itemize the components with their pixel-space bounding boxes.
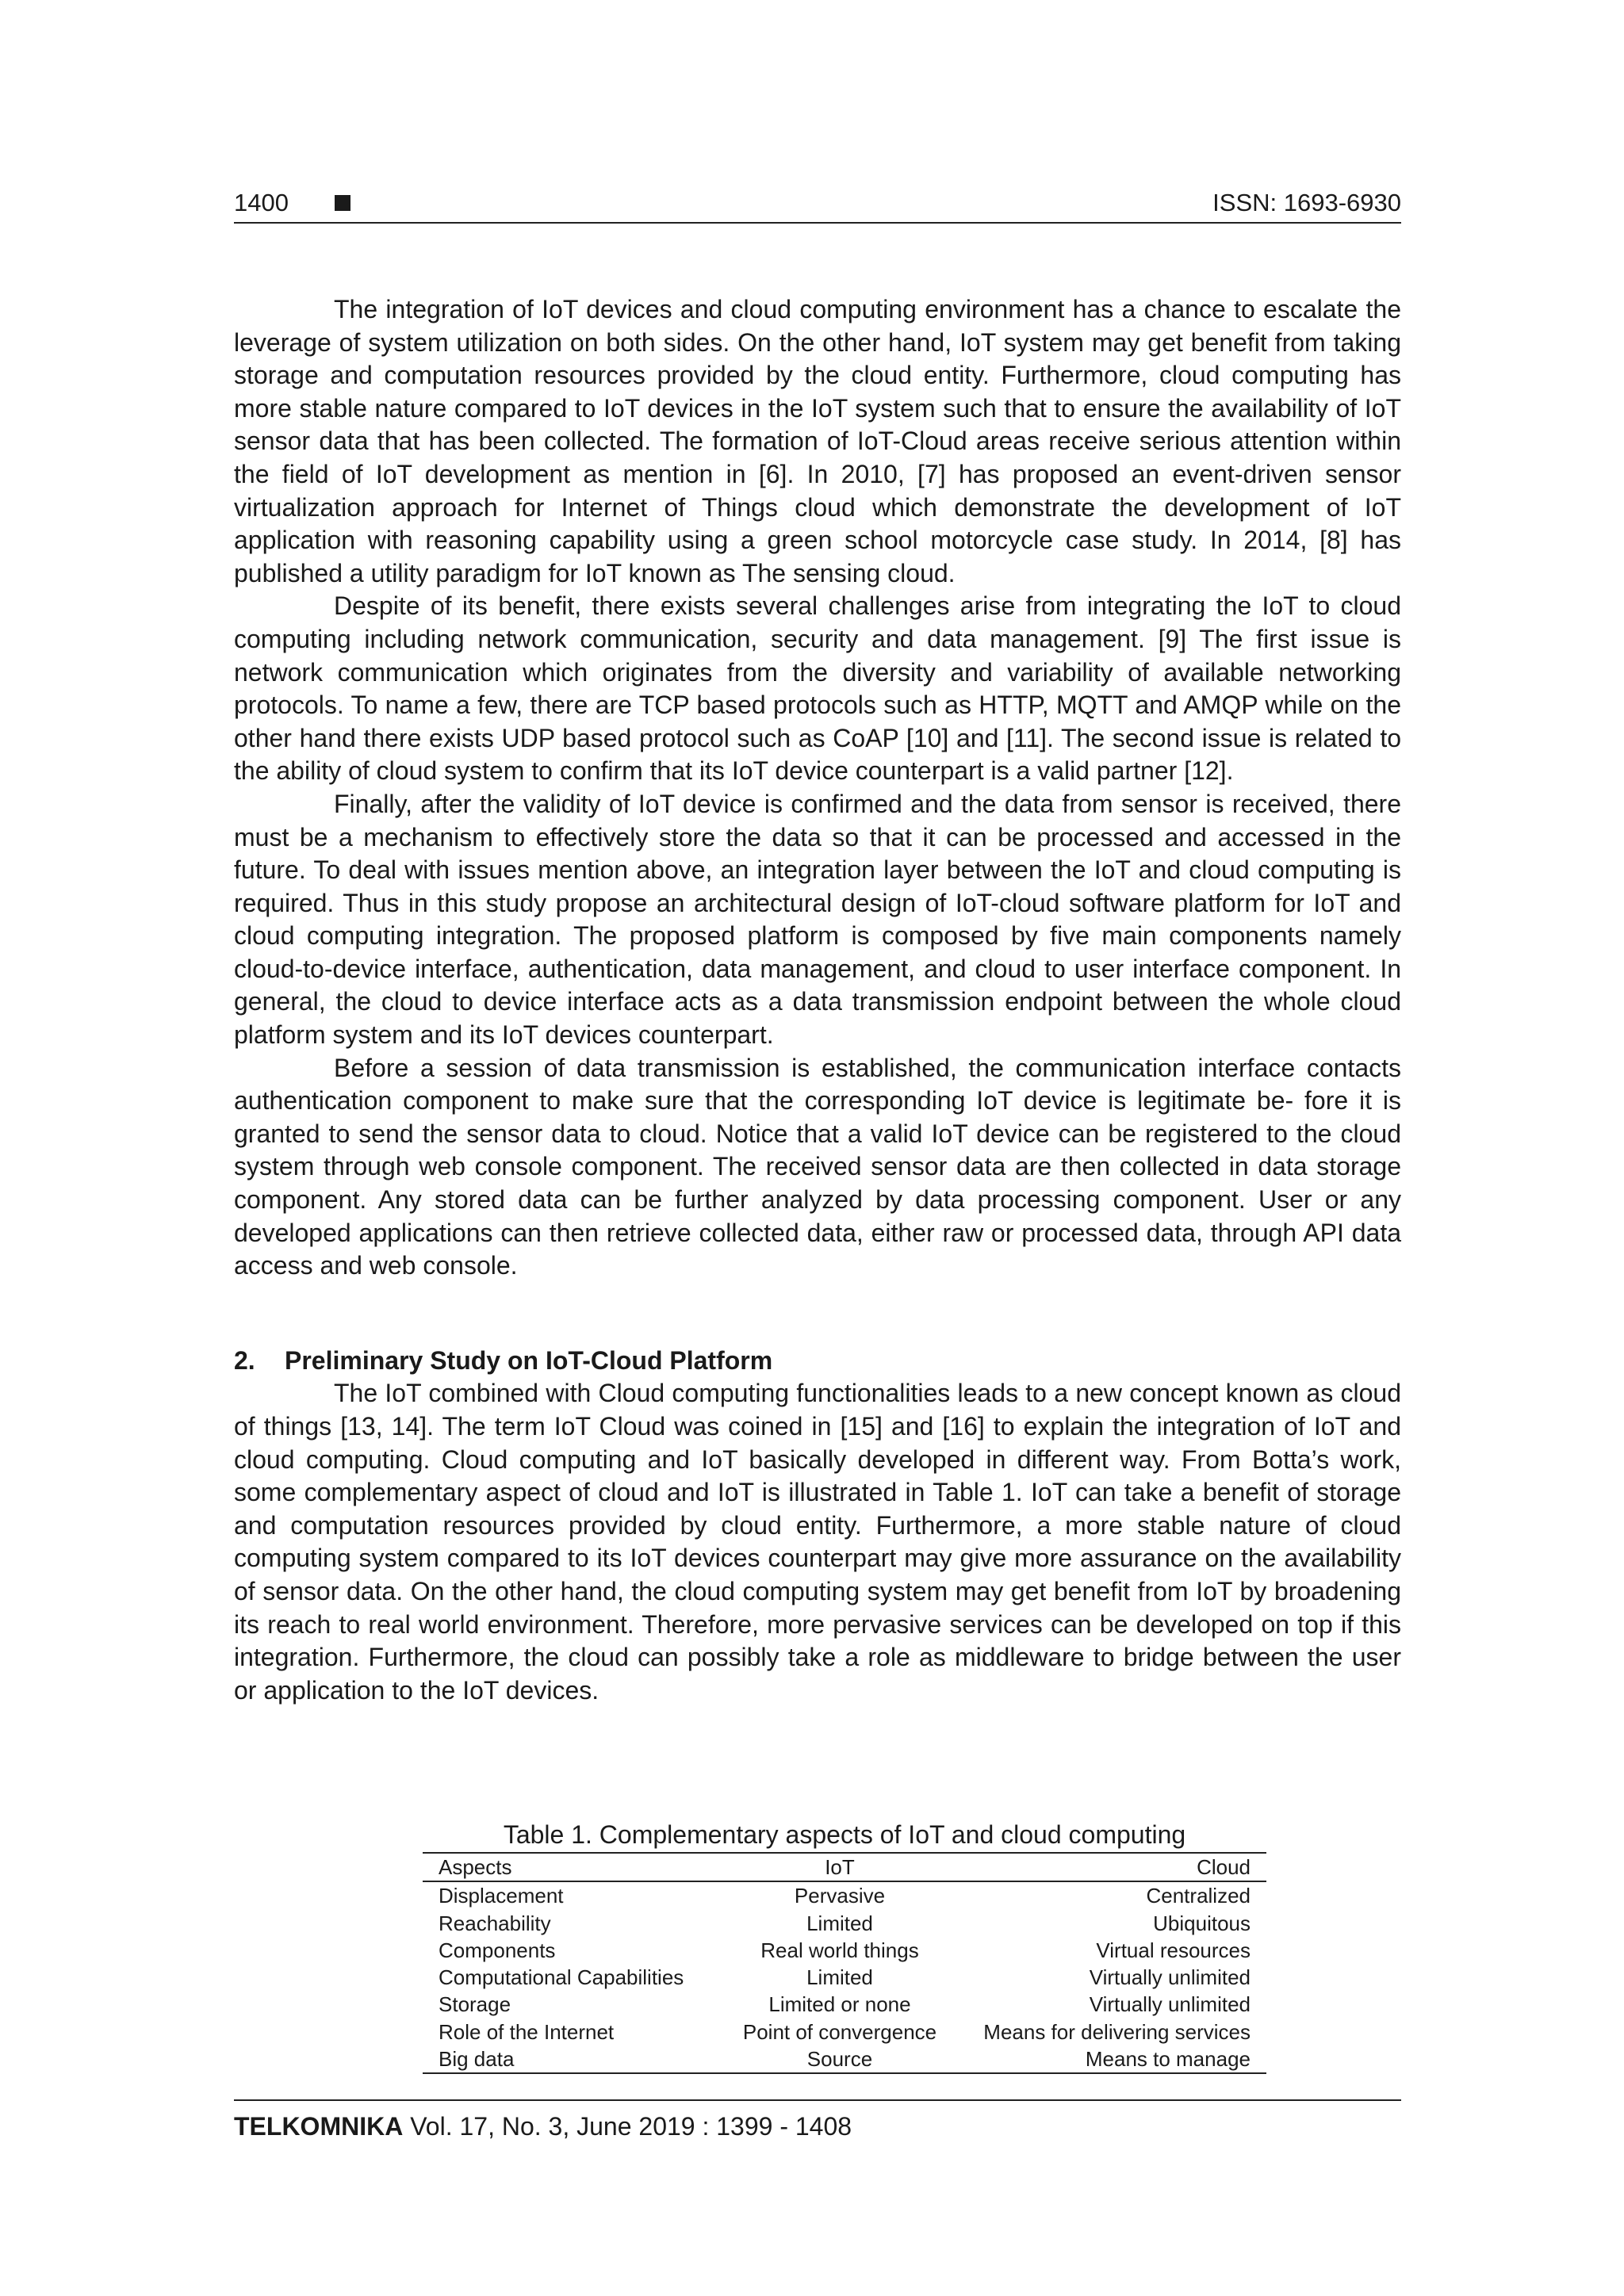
issn: ISSN: 1693-6930 (1212, 189, 1401, 216)
table-row (423, 2019, 1266, 2045)
paragraph-2: Despite of its benefit, there exists several challenges arise from integrating the IoT to cloud computing including network communication, security and data management. [9] The first issue is network communication which originates from the diversity and variability of available networking protocols. To name a few, there are TCP based protocols such as HTTP, MQTT and AMQP while on the other hand there exists UDP based protocol such as CoAP [10] and [11]. The second issue is related to the ability of cloud system to confirm that its IoT device counterpart is a valid partner [12]. (234, 591, 1401, 786)
table-caption: Table 1. Complementary aspects of IoT and cloud computing (503, 1820, 1186, 1849)
cell-aspect: Reachability (439, 1911, 551, 1935)
cell-cloud: Means for delivering services (983, 2019, 1251, 2044)
cell-iot: Limited or none (768, 1992, 911, 2017)
section-title: Preliminary Study on IoT-Cloud Platform (285, 1345, 773, 1375)
cell-aspect: Components (439, 1938, 556, 1962)
column-header-cloud: Cloud (956, 1853, 1266, 1881)
header-square-icon (335, 195, 350, 211)
paragraph-4: Before a session of data transmission is established, the communication interface contacts authentication component to make sure that the corresponding IoT device is legitimate be- fore it is granted to send the sensor data to cloud. Notice that a valid IoT device can be registered to the cloud system through web console component. The received sensor data are then collected in data storage component. Any stored data can be further analyzed by data processing component. User or any developed applications can then retrieve collected data, either raw or processed data, through API data access and web console. (234, 1053, 1401, 1280)
table-header-row (423, 1853, 1266, 1881)
table-row (423, 2045, 1266, 2073)
column-header-aspects: Aspects (423, 1853, 724, 1881)
cell-aspect: Role of the Internet (439, 2019, 615, 2044)
journal-name: TELKOMNIKA (234, 2112, 404, 2141)
cell-iot: Limited (806, 1965, 873, 1990)
cell-aspect: Big data (423, 2045, 724, 2073)
table-row (423, 1910, 1266, 1937)
cell-aspect: Storage (439, 1992, 511, 2017)
cell-iot: Limited (806, 1911, 873, 1935)
table-row (423, 1881, 1266, 1909)
paragraph-1: The integration of IoT devices and cloud computing environment has a chance to escalate the leverage of system utilization on both sides. On the other hand, IoT system may get benefit from taking storage and computation resources provided by the cloud entity. Furthermore, cloud computing has more stable nature compared to IoT devices in the IoT system such that to ensure the availability of IoT sensor data that has been collected. The formation of IoT-Cloud areas receive serious attention within the field of IoT development as mention in [6]. In 2010, [7] has proposed an event-driven sensor virtualization approach for Internet of Things cloud which demonstrate the development of IoT application with reasoning capability using a green school motorcycle case study. In 2014, [8] has published a utility paradigm for IoT known as The sensing cloud. (234, 295, 1401, 587)
cell-iot: Point of convergence (742, 2019, 937, 2044)
cell-iot: Source (724, 2045, 956, 2073)
cell-iot: Real world things (760, 1938, 919, 1962)
paragraph-3: Finally, after the validity of IoT device is confirmed and the data from sensor is received, there must be a mechanism to effectively store the data so that it can be processed and accessed in the future. To deal with issues mention above, an integration layer between the IoT and cloud computing is required. Thus in this study propose an architectural design of IoT-cloud software platform for IoT and cloud computing integration. The proposed platform is composed by five main components namely cloud-to-device interface, authentication, data management, and cloud to user interface component. In general, the cloud to device interface acts as a data transmission endpoint between the whole cloud platform system and its IoT devices counterpart. (234, 789, 1401, 1050)
cell-cloud: Virtual resources (1096, 1938, 1251, 1962)
section-heading (234, 1345, 1401, 1378)
page-footer (234, 2099, 1401, 2142)
body-text (234, 293, 1401, 1707)
section-paragraph: The IoT combined with Cloud computing functionalities leads to a new concept known as cloud of things [13, 14]. The term IoT Cloud was coined in [15] and [16] to explain the integration of IoT and cloud computing. Cloud computing and IoT basically developed in different way. From Botta’s work, some complementary aspect of cloud and IoT is illustrated in Table 1. IoT can take a benefit of storage and computation resources provided by cloud entity. Furthermore, a more stable nature of cloud computing system compared to its IoT devices counterpart may give more assurance on the availability of sensor data. On the other hand, the cloud computing system may get benefit from IoT by broadening its reach to real world environment. Therefore, more pervasive services can be developed on top if this integration. Furthermore, the cloud can possibly take a role as middleware to bridge between the user or application to the IoT devices. (234, 1379, 1401, 1705)
table-row (423, 1964, 1266, 1991)
cell-cloud: Means to manage (956, 2045, 1266, 2073)
journal-citation: Vol. 17, No. 3, June 2019 : 1399 - 1408 (403, 2112, 852, 2141)
cell-aspect: Computational Capabilities (439, 1965, 684, 1990)
table-row (423, 1991, 1266, 2018)
cell-iot: Pervasive (794, 1884, 886, 1908)
column-header-iot: IoT (724, 1853, 956, 1881)
cell-aspect: Displacement (439, 1884, 564, 1908)
aspects-table (423, 1852, 1266, 2074)
cell-cloud: Virtually unlimited (1089, 1992, 1251, 2017)
section-number: 2. (234, 1345, 255, 1375)
cell-cloud: Virtually unlimited (1089, 1965, 1251, 1990)
cell-cloud: Centralized (1146, 1884, 1251, 1908)
page-header (234, 187, 1401, 224)
page-number: 1400 (234, 189, 289, 216)
cell-cloud: Ubiquitous (1153, 1911, 1251, 1935)
table-row (423, 1937, 1266, 1964)
